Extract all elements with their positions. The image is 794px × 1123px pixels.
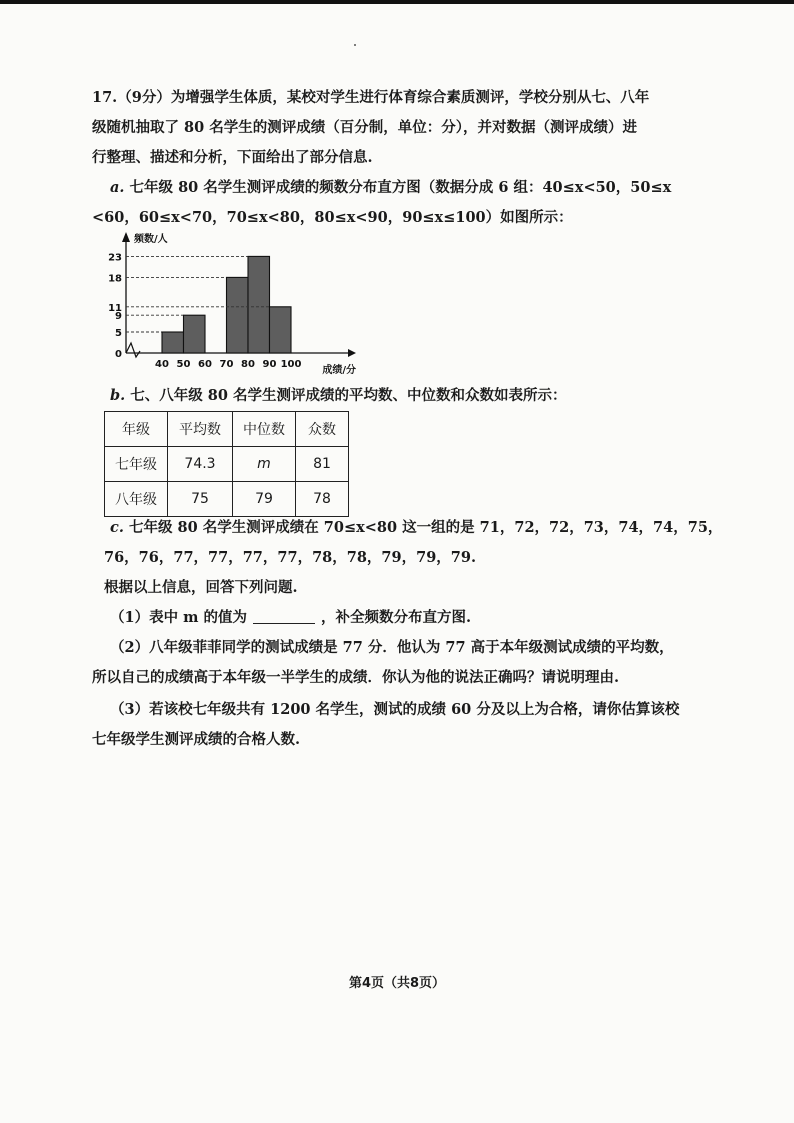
histogram-bar <box>184 315 206 353</box>
x-tick-label: 100 <box>280 359 302 370</box>
x-tick-label: 90 <box>262 359 277 370</box>
histogram-bar <box>162 332 184 353</box>
x-axis-label: 成绩/分 <box>322 365 356 376</box>
answer-blank[interactable] <box>253 609 315 624</box>
sub-question-2-line-1: （2）八年级菲菲同学的测试成绩是 77 分．他认为 77 高于本年级测试成绩的平均数， <box>110 639 674 656</box>
histogram-bar <box>227 277 249 353</box>
table-cell: m <box>233 447 296 482</box>
info-c-text: 七年级 80 名学生测评成绩在 70≤x<80 这一组的是 71，72，72，73，74，74，75， <box>128 519 723 536</box>
axis-break-mark <box>126 343 140 357</box>
frequency-histogram <box>100 228 360 378</box>
histogram-bar <box>270 307 292 353</box>
sub-question-3-line-2: 七年级学生测评成绩的合格人数. <box>92 731 301 748</box>
x-tick-label: 60 <box>198 359 212 370</box>
scan-speck <box>354 44 356 46</box>
info-c-line-2: 76，76，77，77，77，77，78，78，79，79，79. <box>104 549 477 566</box>
info-a-line-1 <box>110 178 671 198</box>
table-header-cell: 中位数 <box>233 412 296 447</box>
table-row <box>105 482 349 517</box>
x-tick-label: 50 <box>176 359 191 370</box>
prompt-line: 根据以上信息，回答下列问题. <box>104 579 298 596</box>
scan-top-edge <box>0 0 794 4</box>
question-line-2: 级随机抽取了 80 名学生的测评成绩（百分制，单位：分），并对数据（测评成绩）进 <box>92 119 638 136</box>
info-a-label: a. <box>110 179 125 196</box>
table-row <box>105 447 349 482</box>
y-tick-label: 5 <box>115 328 122 339</box>
info-b-label: b. <box>110 387 126 404</box>
info-a-line-2: <60，60≤x<70，70≤x<80，80≤x<90，90≤x≤100）如图所示： <box>92 209 573 226</box>
sub-question-2-line-2: 所以自己的成绩高于本年级一半学生的成绩．你认为他的说法正确吗？请说明理由. <box>92 669 620 686</box>
question-line-3: 行整理、描述和分析，下面给出了部分信息. <box>92 149 373 166</box>
info-c-label: c. <box>110 519 124 536</box>
table-header-cell: 年级 <box>105 412 168 447</box>
info-b-line <box>110 386 567 406</box>
table-header-cell: 众数 <box>296 412 349 447</box>
info-a-text: 七年级 80 名学生测评成绩的频数分布直方图（数据分成 6 组：40≤x<50，50≤x <box>129 179 672 196</box>
page-footer: 第4页（共8页） <box>348 976 446 991</box>
stats-table <box>104 411 349 517</box>
sub1-before: （1）表中 m 的值为 <box>110 609 248 626</box>
table-header-row <box>105 412 349 447</box>
table-cell: 81 <box>296 447 349 482</box>
info-b-text: 七、八年级 80 名学生测评成绩的平均数、中位数和众数如表所示： <box>130 387 567 404</box>
table-cell: 74.3 <box>168 447 233 482</box>
sub-question-3-line-1: （3）若该校七年级共有 1200 名学生，测试的成绩 60 分及以上为合格，请你估算该校 <box>110 701 680 718</box>
table-cell: 八年级 <box>105 482 168 517</box>
y-tick-label: 23 <box>108 252 122 264</box>
y-tick-label: 0 <box>115 349 122 360</box>
info-c-line-1 <box>110 518 722 538</box>
y-tick-label: 9 <box>115 311 122 323</box>
y-axis-label: 频数/人 <box>134 234 168 245</box>
sub1-after: ，补全频数分布直方图. <box>321 609 472 626</box>
y-tick-label: 11 <box>108 302 122 314</box>
histogram-bar <box>248 256 270 353</box>
x-tick-label: 80 <box>241 359 255 370</box>
x-axis-arrow <box>348 349 356 357</box>
table-header-cell: 平均数 <box>168 412 233 447</box>
x-tick-label: 70 <box>219 359 234 370</box>
question-line-1: 17.（9分）为增强学生体质，某校对学生进行体育综合素质测评，学校分别从七、八年 <box>92 89 650 106</box>
table-cell: 78 <box>296 482 349 517</box>
table-cell: 79 <box>233 482 296 517</box>
table-cell: 75 <box>168 482 233 517</box>
y-axis-arrow <box>122 232 130 242</box>
x-tick-label: 40 <box>155 359 169 370</box>
sub-question-1 <box>110 608 471 628</box>
y-tick-label: 18 <box>108 273 122 285</box>
table-cell: 七年级 <box>105 447 168 482</box>
